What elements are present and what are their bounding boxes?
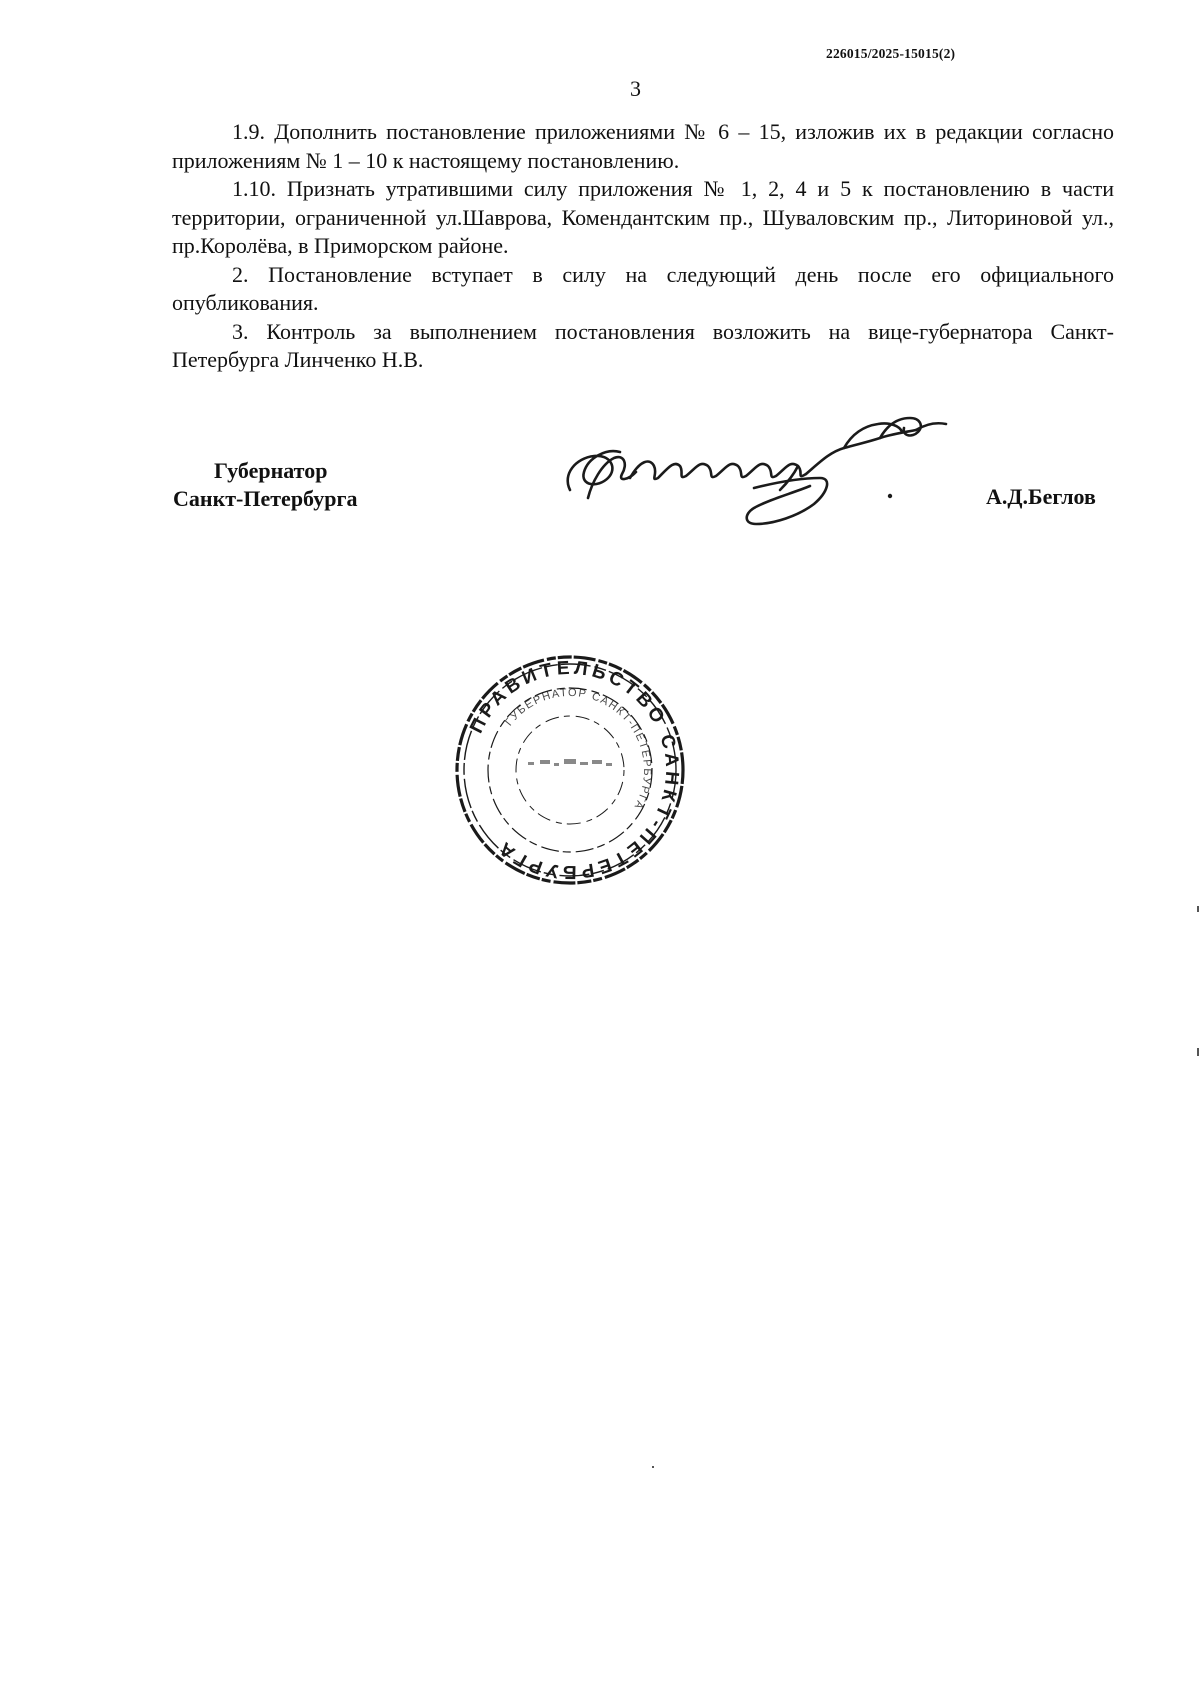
scan-artifact — [652, 1466, 654, 1468]
seal-inner-text: ГУБЕРНАТОР САНКТ-ПЕТЕРБУРГА — [503, 686, 654, 813]
signer-name: А.Д.Беглов — [986, 484, 1096, 509]
paragraph-1-10: 1.10. Признать утратившими силу приложения № 1, 2, 4 и 5 к постановлению в части территории, ограниченной ул.Шаврова, Комендантским пр., Шуваловским пр., Литориновой ул., пр.Королёва, в Приморском районе. — [172, 176, 1114, 258]
scan-artifact — [1197, 906, 1199, 912]
paragraph-2: 2. Постановление вступает в силу на следующий день после его официального опубликования. — [172, 261, 1114, 315]
document-registration-number: 226015/2025-15015(2) — [826, 46, 956, 61]
signer-title-line-2: Санкт-Петербурга — [173, 486, 358, 511]
paragraph-1-9: 1.9. Дополнить постановление приложениями № 6 – 15, изложив их в редакции согласно приложениям № 1 – 10 к настоящему постановлению. — [172, 119, 1114, 173]
signer-title-line-1: Губернатор — [214, 458, 328, 483]
scan-artifact — [1197, 1048, 1199, 1056]
document-body — [172, 118, 1114, 375]
seal-outer-text: ПРАВИТЕЛЬСТВО САНКТ-ПЕТЕРБУРГА — [466, 657, 683, 883]
svg-text:ГУБЕРНАТОР САНКТ-ПЕТЕРБУРГА — [503, 687, 653, 812]
paragraph-3: 3. Контроль за выполнением постановления возложить на вице-губернатора Санкт-Петербурга Линченко Н.В. — [172, 318, 1114, 372]
handwritten-signature — [558, 412, 958, 532]
official-seal-icon — [450, 652, 690, 888]
page-number: 3 — [630, 76, 641, 101]
